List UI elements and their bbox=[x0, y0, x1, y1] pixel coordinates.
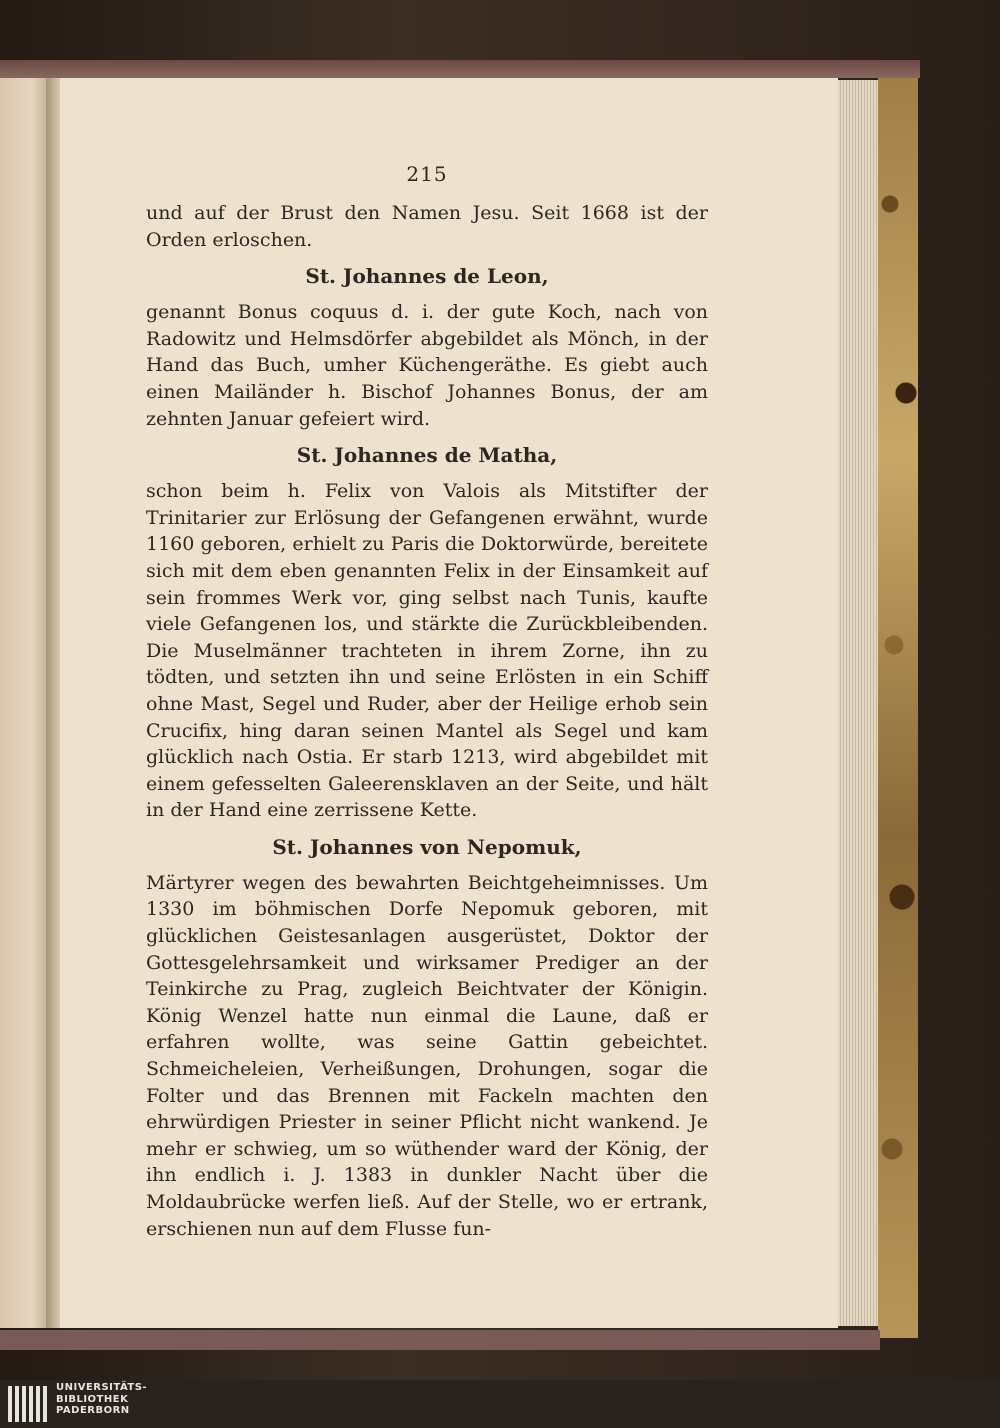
left-page-edge bbox=[0, 78, 46, 1328]
section-heading: St. Johannes de Leon, bbox=[305, 264, 549, 289]
page-stack-edge bbox=[838, 80, 878, 1326]
marbled-cover-edge bbox=[878, 78, 918, 1338]
section-heading: St. Johannes de Matha, bbox=[296, 443, 558, 468]
footer-bar bbox=[0, 1380, 1000, 1428]
book-cover-top bbox=[0, 60, 920, 78]
book-cover-bottom bbox=[0, 1330, 880, 1350]
page-number: 215 bbox=[406, 162, 448, 186]
book-gutter bbox=[46, 78, 60, 1328]
paragraph: genannt Bonus coquus d. i. der gute Koch, nach von Radowitz und Helmsdörfer abgebildet als Mönch, in der Hand das Buch, umher Küchengeräthe. Es giebt auch einen Mailänder h. Bischof Johannes Bonus, der am zehnten Januar gefeiert wird. bbox=[146, 301, 708, 430]
paragraph: und auf der Brust den Namen Jesu. Seit 1668 ist der Orden erloschen. bbox=[146, 202, 708, 251]
page-body bbox=[146, 200, 708, 1242]
section-heading: St. Johannes von Nepomuk, bbox=[272, 834, 582, 859]
paragraph: schon beim h. Felix von Valois als Mitstifter der Trinitarier zur Erlösung der Gefangenen erwähnt, wurde 1160 geboren, erhielt zu Paris die Doktorwürde, bereitete sich mit dem eben genannten Felix in der Einsamkeit auf sein frommes Werk vor, ging selbst nach Tunis, kaufte viele Gefangenen los, und stärkte die Zurückbleibenden. Die Muselmänner trachteten in ihrem Zorne, ihn zu tödten, und setzten ihn und seine Erlösten in ein Schiff ohne Mast, Segel und Ruder, aber der Heilige erhob sein Crucifix, hing daran seinen Mantel als Segel und kam glücklich nach Ostia. Er starb 1213, wird abgebildet mit einem gefesselten Galeerensklaven an der Seite, und hält in der Hand eine zerrissene Kette. bbox=[146, 480, 708, 822]
paragraph: Märtyrer wegen des bewahrten Beichtgeheimnisses. Um 1330 im böhmischen Dorfe Nepomuk geboren, mit glücklichen Geistesanlagen ausgerüstet, Doktor der Gottesgelehrsamkeit und wirksamer Prediger an der Teinkirche zu Prag, zugleich Beichtvater der Königin. König Wenzel hatte nun einmal die Laune, daß er erfahren wollte, was seine Gattin gebeichtet. Schmeicheleien, Verheißungen, Drohungen, sogar die Folter und das Brennen mit Fackeln machten den ehrwürdigen Priester in seiner Pflicht nicht wankend. Je mehr er schwieg, um so wüthender ward der König, der ihn endlich i. J. 1383 in dunkler Nacht über die Moldaubrücke werfen ließ. Auf der Stelle, wo er ertrank, erschienen nun auf dem Flusse fun- bbox=[146, 871, 708, 1240]
page-text-block bbox=[146, 162, 708, 1242]
library-name-line1: UNIVERSITÄTS- bbox=[56, 1382, 148, 1393]
library-name bbox=[56, 1382, 147, 1417]
university-library-logo-icon bbox=[6, 1380, 52, 1428]
library-name-line2: BIBLIOTHEK bbox=[56, 1393, 129, 1405]
library-name-line3: PADERBORN bbox=[56, 1405, 130, 1416]
